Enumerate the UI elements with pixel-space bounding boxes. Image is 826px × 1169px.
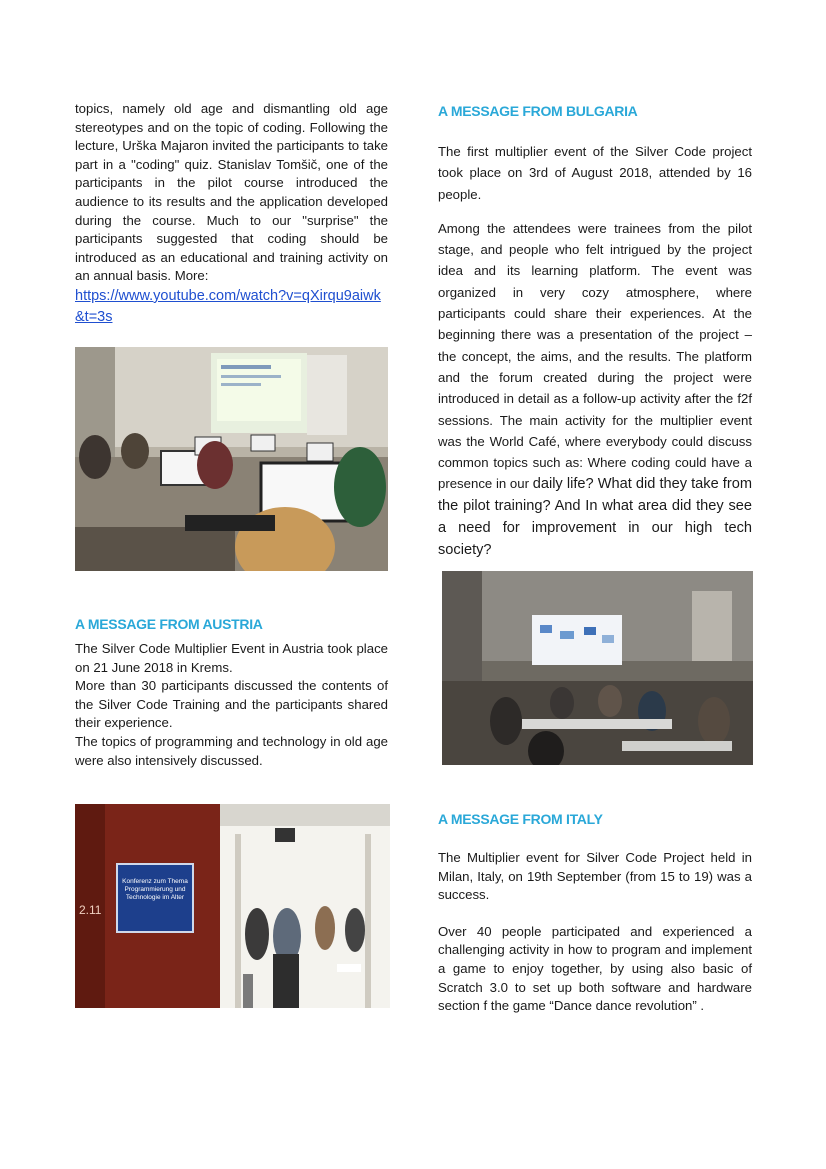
conference-sign: Konferenz zum Thema Programmierung und Technologie im Alter	[122, 878, 188, 901]
room-number: 2.11	[79, 903, 102, 917]
youtube-link[interactable]: https://www.youtube.com/watch?v=qXirqu9aiwk&t=3s	[75, 287, 381, 325]
italy-heading: A MESSAGE FROM ITALY	[438, 811, 603, 827]
bulgaria-block	[438, 141, 752, 561]
bulgaria-paragraph-1: The first multiplier event of the Silver Code project took place on 3rd of August 2018, attended by 16 people.	[438, 144, 752, 202]
world-cafe-photo	[442, 571, 753, 765]
austria-paragraph-3: The topics of programming and technology in old age were also intensively discussed.	[75, 733, 388, 768]
bulgaria-heading: A MESSAGE FROM BULGARIA	[438, 103, 638, 119]
italy-block	[438, 849, 752, 1016]
austria-paragraph-2: More than 30 participants discussed the contents of the Silver Code Training and the participants shared their experience.	[75, 678, 388, 731]
bulgaria-paragraph-2-end: daily life? What did they take from the pilot training? And In what area did they see a need for improvement in our high tech society?	[438, 476, 752, 559]
austria-paragraph-1: The Silver Code Multiplier Event in Austria took place on 21 June 2018 in Krems.	[75, 641, 388, 675]
conference-photo	[75, 804, 390, 1008]
bulgaria-paragraph-2	[438, 218, 752, 562]
classroom-photo	[75, 347, 388, 571]
austria-heading: A MESSAGE FROM AUSTRIA	[75, 616, 263, 632]
austria-intro-block	[75, 100, 388, 328]
italy-paragraph-2: Over 40 people participated and experienced a challenging activity in how to program and implement a game to enjoy together, by using also basic of Scratch 3.0 to set up both software and hardware section f the game “Dance dance revolution” .	[438, 923, 752, 1014]
italy-paragraph-1: The Multiplier event for Silver Code Project held in Milan, Italy, on 19th September (from 15 to 19) was a success.	[438, 850, 752, 903]
austria-block	[75, 640, 388, 770]
austria-intro-text: topics, namely old age and dismantling old age stereotypes and on the topic of coding. Following the lecture, Urška Majaron invited the participants to take part in a "coding" quiz. Stanislav Tomšič, one of the participants in the pilot course introduced the audience to its results and the application developed during the course. Much to our "surprise" the participants suggested that coding should be introduced as an educational and training activity on an annual basis. More:	[75, 101, 388, 284]
bulgaria-paragraph-2-main: Among the attendees were trainees from the pilot stage, and people who felt intrigued by the project idea and its learning platform. The event was organized in very cozy atmosphere, where participants could share their experiences. At the beginning there was a presentation of the project – the concept, the aims, and the results. The platform and the forum created during the project were introduced in detail as a follow-up activity after the f2f sessions. The main activity for the multiplier event was the World Café, where everybody could discuss common topics such as: Where coding could have a presence in our	[438, 220, 752, 492]
